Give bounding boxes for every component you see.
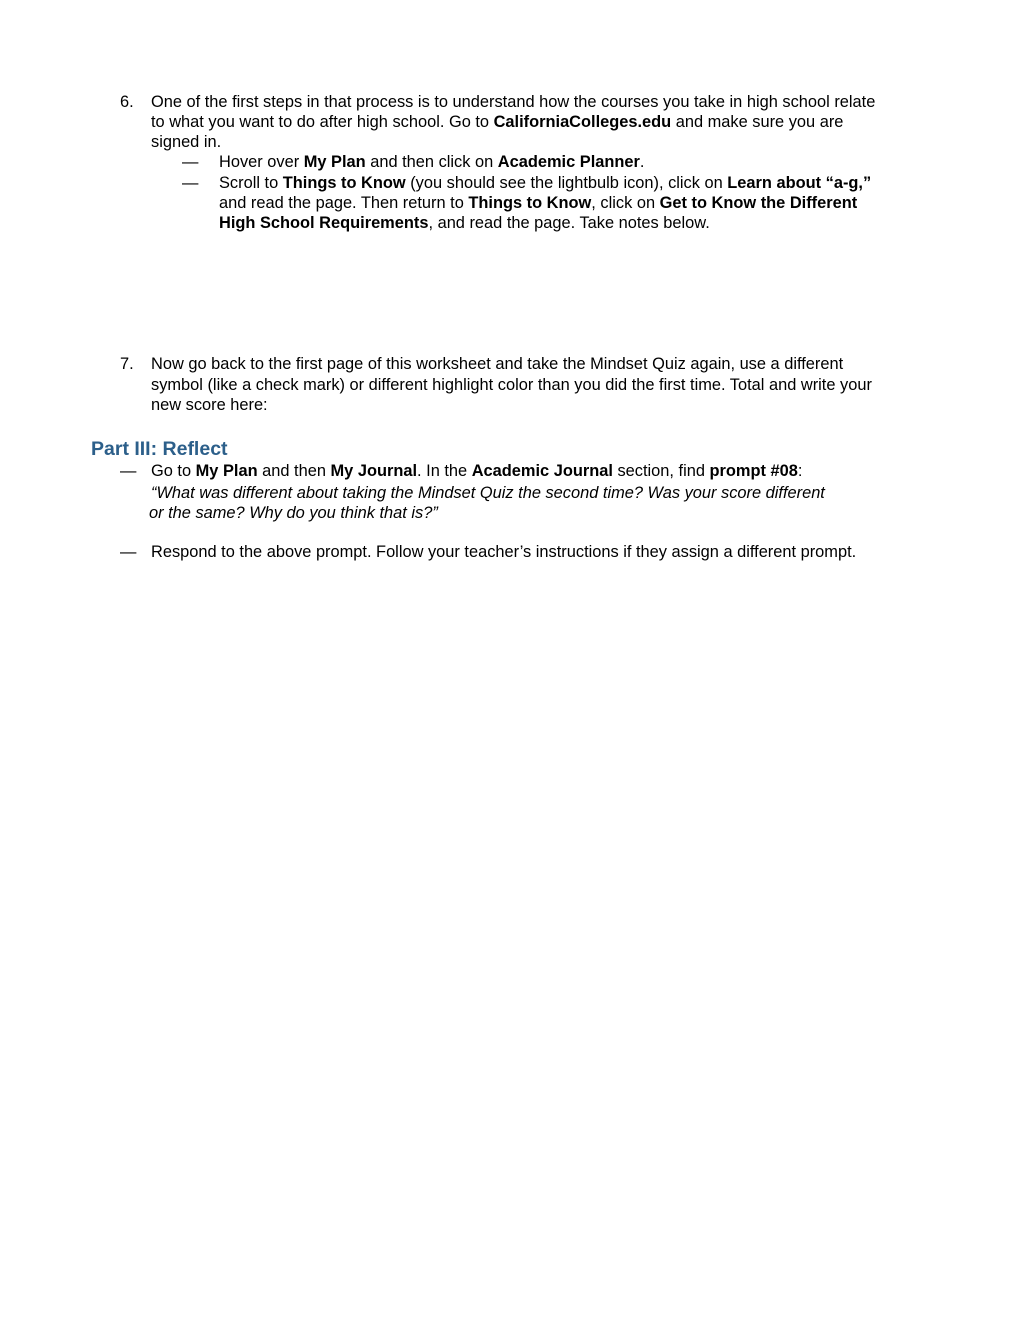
my-journal-text: My Journal — [330, 462, 418, 480]
journal-prompt-quote-2: or the same? Why do you think that is?” — [149, 504, 438, 522]
sub-1-text: Hover over — [219, 153, 304, 171]
my-plan-text: My Plan — [303, 153, 366, 171]
sub-1-text-end: . — [639, 153, 645, 171]
sub-2-line-1 — [219, 173, 871, 193]
item-7-line-2: symbol (like a check mark) or different highlight color than you did the first time. Total and write your — [151, 376, 872, 394]
academic-planner-text: Academic Planner — [497, 153, 640, 171]
things-to-know-text: Things to Know — [282, 174, 406, 192]
sub-2-dash: — — [182, 174, 199, 192]
sub-2-line-3 — [219, 213, 710, 233]
sub-2-line-2 — [219, 193, 857, 213]
bullet-2-line: Respond to the above prompt. Follow your teacher’s instructions if they assign a different prompt. — [151, 543, 857, 561]
prompt-number-text: prompt #08 — [709, 462, 798, 480]
my-plan-text-2: My Plan — [195, 462, 258, 480]
item-7-line-3: new score here: — [151, 396, 268, 414]
item-6-number: 6. — [120, 93, 134, 111]
journal-prompt-quote-1: “What was different about taking the Mindset Quiz the second time? Was your score different — [151, 484, 825, 502]
item-6-line-2-text: to what you want to do after high school. Go to — [151, 113, 494, 131]
bullet-1-text-mid-1: and then — [257, 462, 331, 480]
item-7-number: 7. — [120, 355, 134, 373]
sub-1-dash: — — [182, 153, 199, 171]
get-to-know-text: Get to Know the Different — [659, 194, 858, 212]
bullet-2-dash: — — [120, 543, 137, 561]
bullet-1-line — [151, 461, 802, 481]
academic-journal-text: Academic Journal — [471, 462, 613, 480]
sub-2-line-2-text-mid: , click on — [591, 194, 660, 212]
part-3-heading: Part III: Reflect — [91, 438, 228, 460]
sub-2-line-2-text: and read the page. Then return to — [219, 194, 469, 212]
sub-1-line — [219, 152, 644, 172]
bullet-1-text-mid-3: section, find — [612, 462, 710, 480]
high-school-requirements-text: High School Requirements — [219, 214, 429, 232]
bullet-1-text-end: : — [797, 462, 803, 480]
bullet-1-dash: — — [120, 462, 137, 480]
bullet-1-text-mid-2: . In the — [417, 462, 472, 480]
item-6-line-3: signed in. — [151, 133, 222, 151]
item-6-line-1: One of the first steps in that process is to understand how the courses you take in high school relate — [151, 93, 876, 111]
item-6-line-2 — [151, 112, 843, 132]
bullet-1-text: Go to — [151, 462, 196, 480]
sub-1-text-mid: and then click on — [365, 153, 498, 171]
sub-2-text-mid: (you should see the lightbulb icon), click on — [405, 174, 728, 192]
californiacolleges-link-text: CaliforniaColleges.edu — [493, 113, 672, 131]
sub-2-text: Scroll to — [219, 174, 283, 192]
things-to-know-text-2: Things to Know — [468, 194, 592, 212]
item-6-line-2-text-end: and make sure you are — [671, 113, 844, 131]
sub-2-line-3-text: , and read the page. Take notes below. — [428, 214, 710, 232]
item-7-line-1: Now go back to the first page of this worksheet and take the Mindset Quiz again, use a different — [151, 355, 844, 373]
learn-about-ag-text: Learn about “a-g,” — [727, 174, 872, 192]
